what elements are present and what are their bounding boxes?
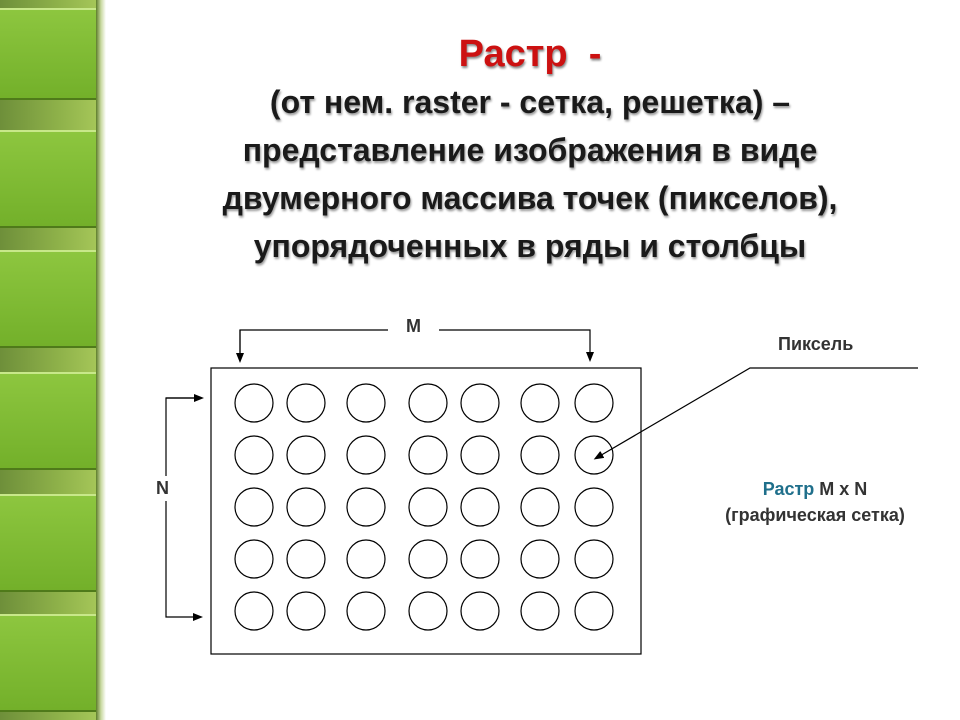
legend-word: Растр <box>762 479 815 499</box>
pixel-label: Пиксель <box>778 334 854 354</box>
pixel-pointer <box>598 368 918 457</box>
legend-title <box>690 476 940 502</box>
pixel-circle <box>575 384 613 422</box>
definition-line: двумерного массива точек (пикселов), <box>222 180 838 216</box>
pixel-circle <box>287 384 325 422</box>
pixel-circle <box>287 436 325 474</box>
pixel-circle <box>409 540 447 578</box>
pixel-circle <box>235 592 273 630</box>
definition-line: представление изображения в виде <box>242 132 818 168</box>
n-dimension-arrow <box>166 398 199 617</box>
pixel-circle <box>575 540 613 578</box>
pixel-circle <box>409 592 447 630</box>
pixel-circle <box>347 592 385 630</box>
pixel-circle <box>461 384 499 422</box>
pixel-circle <box>287 592 325 630</box>
pixel-circle <box>347 488 385 526</box>
pixel-circle <box>575 488 613 526</box>
m-label: M <box>388 316 439 337</box>
pixel-circle <box>287 488 325 526</box>
pixel-circle <box>347 436 385 474</box>
pixel-circle <box>521 436 559 474</box>
pixel-circle <box>287 540 325 578</box>
title-dash: - <box>588 33 602 75</box>
pixel-circle <box>235 488 273 526</box>
pixel-circle <box>347 384 385 422</box>
pixel-circle <box>235 540 273 578</box>
pixel-circle <box>409 436 447 474</box>
pixel-circle <box>461 488 499 526</box>
title-word: Растр <box>458 33 568 75</box>
pixel-circle <box>521 488 559 526</box>
pixel-circle <box>521 540 559 578</box>
pixel-circle <box>235 384 273 422</box>
pixel-circle <box>575 592 613 630</box>
legend-size: M x N <box>814 479 868 499</box>
pixel-circle <box>461 436 499 474</box>
pixel-circle <box>575 436 613 474</box>
definition-line: упорядоченных в ряды и столбцы <box>253 228 807 264</box>
definition-line: (от нем. raster - сетка, решетка) – <box>269 84 791 120</box>
legend-caption: (графическая сетка) <box>725 505 905 525</box>
pixel-circle <box>461 540 499 578</box>
pixel-circle <box>409 488 447 526</box>
raster-legend <box>690 476 940 528</box>
pixel-circle <box>521 592 559 630</box>
n-label: N <box>144 476 181 501</box>
pixel-circle <box>347 540 385 578</box>
pixel-circle <box>409 384 447 422</box>
pixel-circle <box>235 436 273 474</box>
pixel-circle <box>521 384 559 422</box>
pixel-circle <box>461 592 499 630</box>
